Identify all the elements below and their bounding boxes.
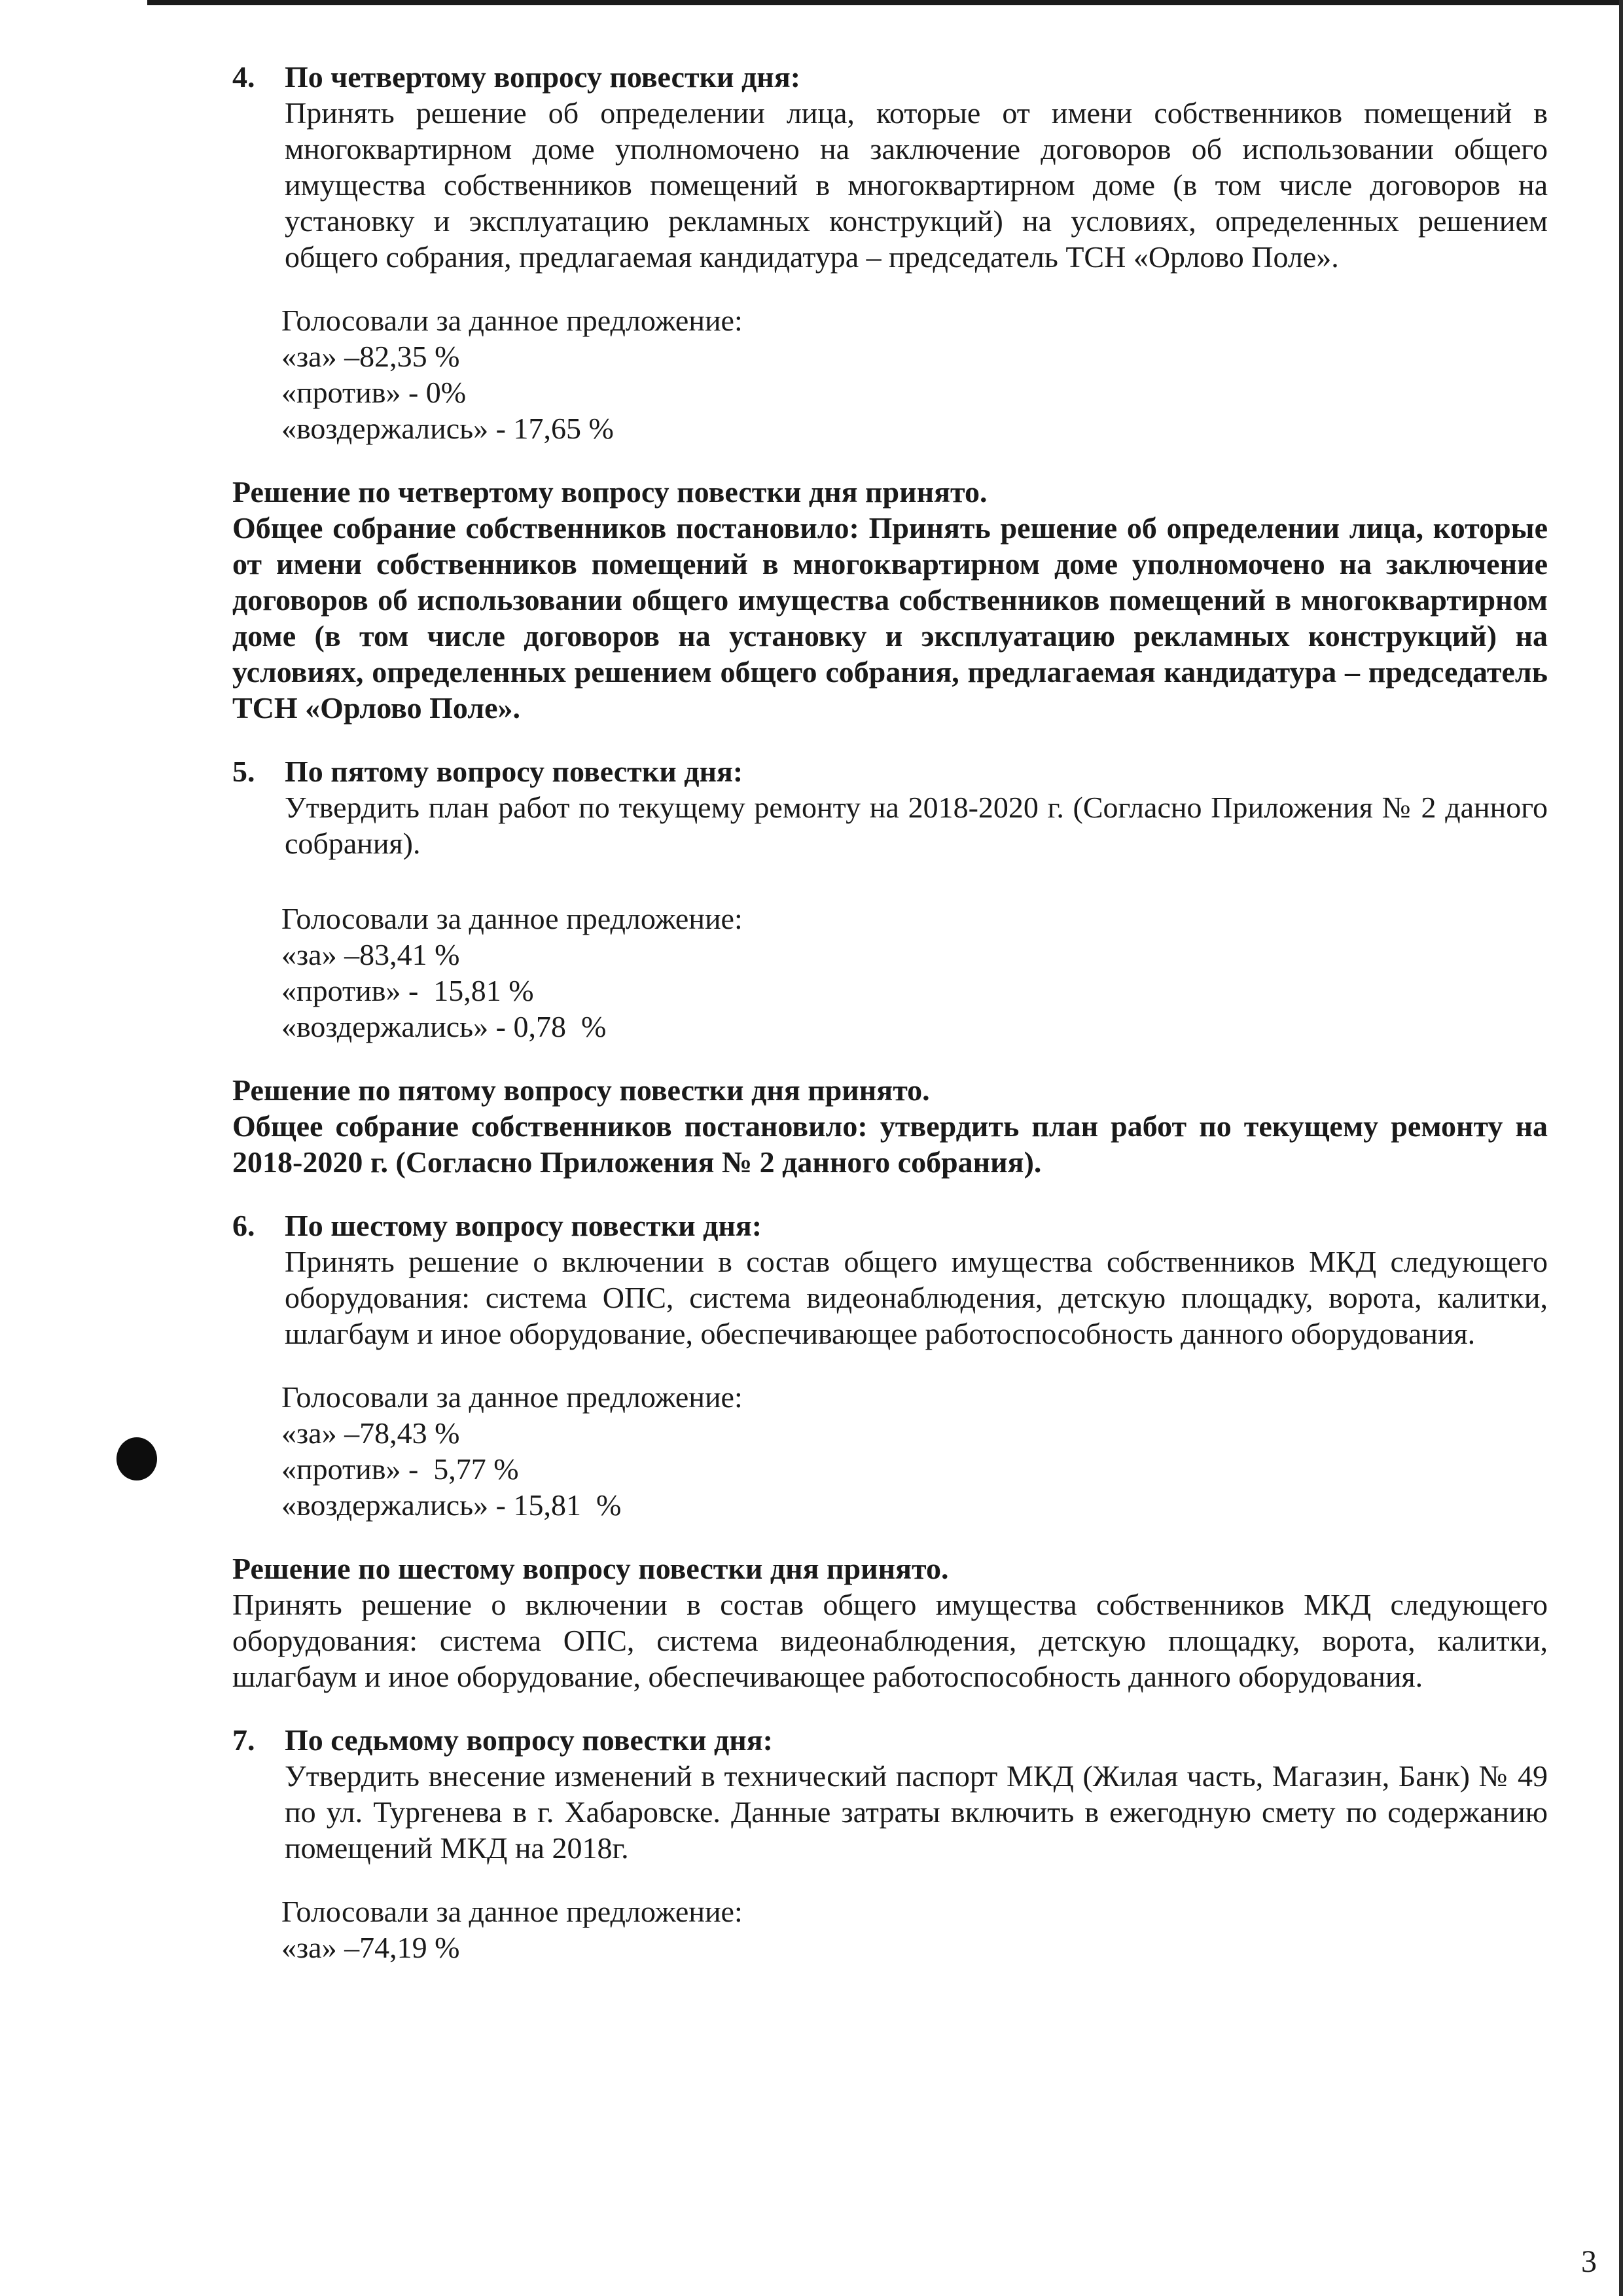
vote-abstain: «воздержались» - 17,65 % — [281, 412, 614, 445]
decision-heading: Решение по четвертому вопросу повестки дня принято. — [232, 475, 988, 509]
scan-top-edge — [147, 0, 1623, 5]
section-number: 7. — [232, 1723, 255, 1757]
section-6 — [232, 1208, 1548, 1695]
scan-right-edge — [1619, 0, 1623, 2296]
vote-abstain: «воздержались» - 15,81 % — [281, 1488, 622, 1522]
vote-for: «за» –82,35 % — [281, 340, 460, 373]
decision-text: Принять решение о включении в состав общего имущества собственников МКД следующего оборудования: система ОПС, система видеонаблюдения, детскую площадку, ворота, калитки, шлагбаум и иное оборудование, обеспечивающее работоспособность данного оборудования. — [232, 1588, 1548, 1693]
section-heading — [232, 753, 1548, 789]
vote-for: «за» –78,43 % — [281, 1416, 460, 1450]
vote-for: «за» –74,19 % — [281, 1931, 460, 1964]
section-heading-text: По пятому вопросу повестки дня: — [285, 755, 743, 788]
vote-for: «за» –83,41 % — [281, 938, 460, 971]
punch-hole-mark — [116, 1437, 157, 1480]
document-body — [232, 59, 1548, 1965]
vote-results — [232, 1379, 1548, 1523]
vote-against: «против» - 15,81 % — [281, 974, 534, 1007]
section-text: Утвердить внесение изменений в технический паспорт МКД (Жилая часть, Магазин, Банк) № 49 по ул. Тургенева в г. Хабаровске. Данные затраты включить в ежегодную смету по содержанию помещений МКД на 2018г. — [285, 1759, 1548, 1865]
vote-results — [232, 901, 1548, 1045]
decision-text: Общее собрание собственников постановило: Принять решение об определении лица, которые от имени собственников помещений в многоквартирном доме уполномочено на заключение договоров об использовании общего имущества собственников помещений в многоквартирном доме (в том числе договоров на установку и эксплуатацию рекламных конструкций) на условиях, определенных решением общего собрания, предлагаемая кандидатура – председатель ТСН «Орлово Поле». — [232, 511, 1548, 725]
page-number: 3 — [1581, 2244, 1597, 2279]
section-heading — [232, 1208, 1548, 1244]
section-text: Принять решение о включении в состав общего имущества собственников МКД следующего оборудования: система ОПС, система видеонаблюдения, детскую площадку, ворота, калитки, шлагбаум и иное оборудование, обеспечивающее работоспособность данного оборудования. — [285, 1245, 1548, 1350]
vote-results — [232, 302, 1548, 446]
vote-against: «против» - 5,77 % — [281, 1452, 519, 1486]
decision-heading: Решение по пятому вопросу повестки дня принято. — [232, 1073, 930, 1107]
section-heading-text: По шестому вопросу повестки дня: — [285, 1209, 762, 1242]
section-7 — [232, 1722, 1548, 1965]
section-number: 6. — [232, 1209, 255, 1242]
vote-intro: Голосовали за данное предложение: — [281, 304, 743, 337]
section-number: 4. — [232, 60, 255, 94]
section-heading-text: По четвертому вопросу повестки дня: — [285, 60, 801, 94]
section-text: Принять решение об определении лица, которые от имени собственников помещений в многоквартирном доме уполномочено на заключение договоров об использовании общего имущества собственников помещений в многоквартирном доме (в том числе договоров на установку и эксплуатацию рекламных конструкций) на условиях, определенных решением общего собрания, предлагаемая кандидатура – председатель ТСН «Орлово Поле». — [285, 96, 1548, 274]
section-text: Утвердить план работ по текущему ремонту на 2018-2020 г. (Согласно Приложения № 2 данного собрания). — [285, 791, 1548, 860]
section-5 — [232, 753, 1548, 1180]
vote-intro: Голосовали за данное предложение: — [281, 1895, 743, 1928]
section-4 — [232, 59, 1548, 726]
vote-intro: Голосовали за данное предложение: — [281, 1380, 743, 1414]
vote-against: «против» - 0% — [281, 376, 467, 409]
section-number: 5. — [232, 755, 255, 788]
decision-heading: Решение по шестому вопросу повестки дня принято. — [232, 1552, 949, 1585]
vote-abstain: «воздержались» - 0,78 % — [281, 1010, 607, 1043]
section-heading — [232, 59, 1548, 95]
vote-results — [232, 1893, 1548, 1965]
section-heading — [232, 1722, 1548, 1758]
decision-text: Общее собрание собственников постановило: утвердить план работ по текущему ремонту на 2018-2020 г. (Согласно Приложения № 2 данного собрания). — [232, 1109, 1548, 1179]
vote-intro: Голосовали за данное предложение: — [281, 902, 743, 935]
section-heading-text: По седьмому вопросу повестки дня: — [285, 1723, 773, 1757]
